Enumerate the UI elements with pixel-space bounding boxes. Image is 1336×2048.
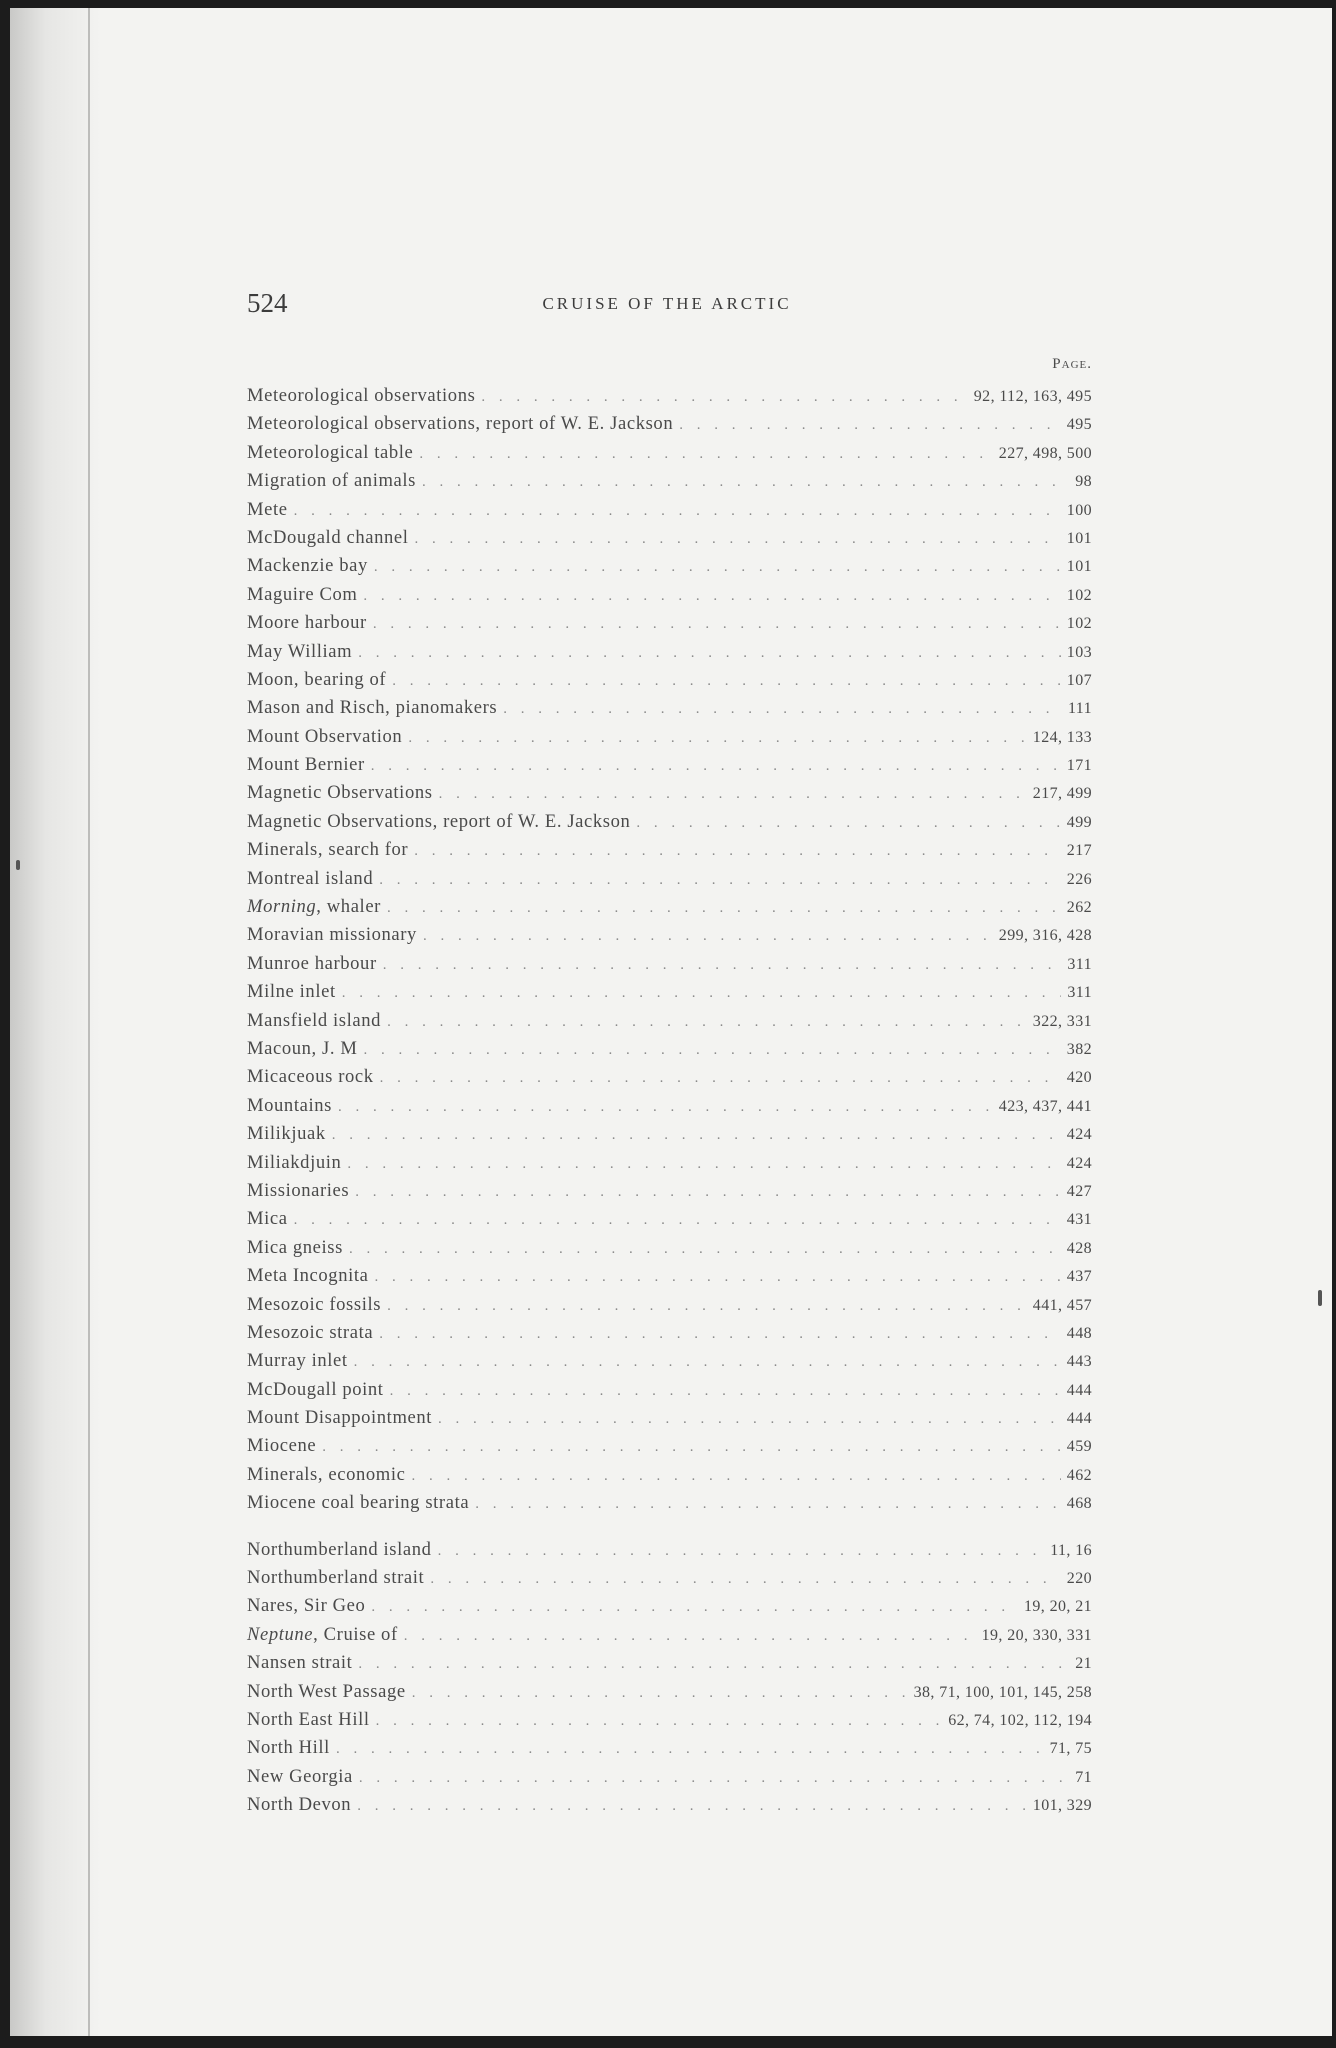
index-entry: [247, 836, 1092, 864]
index-term: [247, 1791, 351, 1819]
index-term: [247, 1461, 405, 1489]
index-term-text: , whaler: [316, 896, 381, 918]
index-entry: [247, 1234, 1092, 1262]
dot-leader: [294, 497, 1061, 525]
index-term: [247, 1291, 381, 1319]
index-pages: 322, 331: [1032, 1012, 1092, 1030]
index-pages: 443: [1066, 1353, 1092, 1371]
dot-leader: [438, 1537, 1045, 1565]
index-pages: 92, 112, 163, 495: [973, 388, 1092, 405]
dot-leader: [408, 724, 1026, 752]
index-entry: [247, 1649, 1092, 1677]
index-entry: [247, 865, 1092, 893]
index-entry: [247, 1376, 1092, 1404]
index-entry: [247, 1536, 1092, 1564]
index-term: [247, 1763, 353, 1791]
index-entry: [247, 1177, 1092, 1205]
index-entry: [247, 723, 1092, 751]
index-entry: [247, 1489, 1092, 1517]
index-pages: 11, 16: [1050, 1541, 1092, 1559]
index-pages: 226: [1066, 870, 1092, 888]
index-pages: 124, 133: [1032, 728, 1092, 746]
index-entry: [247, 1347, 1092, 1375]
page-header: [247, 288, 1087, 322]
index-term: [247, 1035, 358, 1063]
index-term-text: Moore harbour: [247, 612, 367, 634]
index-term: [247, 921, 417, 949]
index-term-text: Meteorological observations: [247, 385, 476, 406]
index-term-italic: Morning: [247, 896, 317, 918]
index-entry: [247, 950, 1092, 978]
dot-leader: [679, 411, 1061, 439]
index-term-text: , Cruise of: [313, 1623, 398, 1645]
index-term-text: Mansfield island: [247, 1009, 382, 1031]
index-term-text: McDougald channel: [247, 526, 409, 548]
dot-leader: [364, 1036, 1061, 1064]
dot-leader: [414, 837, 1061, 865]
index-term-text: New Georgia: [247, 1765, 353, 1787]
index-entry: [247, 1007, 1092, 1035]
index-term: [247, 666, 386, 694]
index-pages: 499: [1066, 813, 1092, 831]
index-term-text: Murray inlet: [247, 1350, 348, 1372]
index-term-text: Missionaries: [247, 1179, 350, 1201]
index-pages: 468: [1066, 1495, 1092, 1513]
binding-shadow: [10, 8, 100, 2036]
index-list: [247, 382, 1092, 1820]
index-term: [247, 1007, 381, 1035]
index-entry: [247, 1063, 1092, 1091]
index-term-text: Macoun, J. M: [247, 1037, 358, 1059]
page-fold: [88, 8, 90, 2036]
dot-leader: [322, 1433, 1061, 1461]
index-term-text: Miliakdjuin: [247, 1151, 342, 1173]
index-pages: 427: [1066, 1182, 1092, 1200]
index-pages: 62, 74, 102, 112, 194: [948, 1711, 1092, 1729]
index-pages: 437: [1066, 1268, 1092, 1286]
index-term-text: Mica gneiss: [247, 1236, 343, 1258]
index-term-text: North East Hill: [247, 1708, 370, 1730]
index-pages: 19, 20, 21: [1024, 1598, 1092, 1616]
dot-leader: [419, 440, 992, 468]
index-pages: 102: [1066, 615, 1092, 633]
index-entry: [247, 496, 1092, 524]
index-term-italic: Neptune: [247, 1623, 314, 1645]
dot-leader: [383, 951, 1062, 979]
dot-leader: [371, 752, 1061, 780]
index-term: [247, 893, 381, 921]
dot-leader: [423, 922, 993, 950]
page-column-heading: Page.: [1052, 356, 1092, 372]
index-term: [247, 1205, 288, 1233]
index-entry: [247, 581, 1092, 609]
index-term-text: Mount Bernier: [247, 754, 365, 776]
index-pages: 100: [1066, 501, 1092, 519]
index-pages: 101, 329: [1032, 1797, 1092, 1815]
dot-leader: [371, 1593, 1018, 1621]
index-term: [247, 1120, 326, 1148]
index-term-text: May William: [247, 640, 353, 662]
index-term-text: Mackenzie bay: [247, 555, 368, 577]
dot-leader: [392, 667, 1061, 695]
index-term-text: Miocene coal bearing strata: [247, 1492, 470, 1514]
index-term-text: North Devon: [247, 1794, 352, 1816]
dot-leader: [438, 1405, 1061, 1433]
index-term: [247, 723, 402, 751]
index-term-text: Nansen strait: [247, 1652, 353, 1674]
index-pages: 423, 437, 441: [998, 1097, 1092, 1115]
index-pages: 171: [1066, 757, 1092, 775]
index-term-text: Northumberland strait: [247, 1567, 425, 1589]
index-term: [247, 978, 336, 1006]
dot-leader: [376, 1707, 943, 1735]
dot-leader: [363, 582, 1060, 610]
index-term: [247, 638, 352, 666]
running-title: CRUISE OF THE ARCTIC: [542, 294, 792, 313]
dot-leader: [387, 1008, 1027, 1036]
index-pages: 227, 498, 500: [998, 444, 1092, 462]
dot-leader: [636, 809, 1060, 837]
index-term: [247, 1262, 368, 1290]
index-pages: 382: [1066, 1040, 1092, 1058]
index-term-text: Minerals, economic: [247, 1463, 406, 1485]
dot-leader: [390, 1377, 1061, 1405]
index-term: [247, 1149, 341, 1177]
index-entry: [247, 1205, 1092, 1233]
index-pages: 441, 457: [1032, 1296, 1092, 1314]
dot-leader: [374, 553, 1061, 581]
index-term-text: Mount Observation: [247, 725, 403, 747]
index-term: [247, 865, 373, 893]
index-entry: [247, 694, 1092, 722]
index-pages: 299, 316, 428: [998, 927, 1092, 945]
index-pages: 462: [1066, 1466, 1092, 1484]
index-pages: 103: [1066, 643, 1092, 661]
index-pages: 311: [1067, 984, 1092, 1002]
dot-leader: [359, 1764, 1069, 1792]
index-term-text: Magnetic Observations: [247, 782, 433, 804]
dot-leader: [439, 780, 1027, 808]
index-term: [247, 1489, 469, 1517]
index-term-text: Magnetic Observations, report of W. E. Jackson: [247, 810, 631, 832]
index-entry: [247, 666, 1092, 694]
index-pages: 444: [1066, 1410, 1092, 1428]
index-term: [247, 1564, 424, 1592]
dot-leader: [404, 1622, 976, 1650]
dot-leader: [347, 1150, 1060, 1178]
index-term-text: Meteorological observations, report of W. E. Jackson: [247, 413, 674, 435]
index-term: [247, 694, 497, 722]
index-term: [247, 1432, 316, 1460]
index-term: [247, 467, 416, 495]
index-entry: [247, 751, 1092, 779]
dot-leader: [412, 1679, 908, 1707]
index-term: [247, 779, 433, 807]
index-term-text: Milikjuak: [247, 1123, 326, 1145]
index-term-text: Mica: [247, 1208, 288, 1230]
dot-leader: [414, 525, 1060, 553]
index-entry: [247, 524, 1092, 552]
index-entry: [247, 1706, 1092, 1734]
dot-leader: [342, 979, 1062, 1007]
index-term: [247, 1319, 373, 1347]
index-pages: 71: [1075, 1768, 1092, 1786]
dot-leader: [336, 1735, 1044, 1763]
index-pages: 420: [1066, 1069, 1092, 1087]
dot-leader: [475, 1490, 1061, 1518]
index-pages: 101: [1066, 529, 1092, 547]
dot-leader: [387, 894, 1061, 922]
index-term-text: North Hill: [247, 1737, 330, 1759]
index-term: [247, 1678, 406, 1706]
index-term: [247, 1536, 432, 1564]
index-entry: [247, 1432, 1092, 1460]
dot-leader: [380, 1064, 1061, 1092]
index-pages: 217: [1066, 842, 1092, 860]
index-pages: 424: [1066, 1126, 1092, 1144]
index-term-text: North West Passage: [247, 1680, 406, 1702]
index-entry: [247, 1404, 1092, 1432]
index-entry: [247, 978, 1092, 1006]
index-entry: [247, 1678, 1092, 1706]
index-term-text: Mesozoic fossils: [247, 1293, 382, 1315]
index-pages: 495: [1066, 416, 1092, 434]
index-pages: 431: [1066, 1211, 1092, 1229]
index-term: [247, 410, 673, 438]
index-term: [247, 1404, 432, 1432]
dot-leader: [349, 1235, 1061, 1263]
dot-leader: [422, 468, 1069, 496]
dot-leader: [430, 1565, 1060, 1593]
index-term-text: Mete: [247, 498, 288, 520]
index-entry: [247, 1621, 1092, 1649]
index-term-text: Munroe harbour: [247, 952, 377, 974]
index-entry: [247, 1149, 1092, 1177]
index-entry: [247, 1734, 1092, 1762]
index-term: [247, 609, 367, 637]
index-term-text: Mountains: [247, 1094, 332, 1116]
index-term-text: Montreal island: [247, 867, 374, 889]
index-term-text: Nares, Sir Geo: [247, 1595, 366, 1617]
index-pages: 424: [1066, 1154, 1092, 1172]
index-term: [247, 1376, 384, 1404]
index-term: [247, 1347, 348, 1375]
index-term-text: Mount Disappointment: [247, 1407, 433, 1429]
index-pages: 98: [1075, 473, 1092, 491]
index-entry: [247, 808, 1092, 836]
index-term-text: Moon, bearing of: [247, 668, 387, 690]
index-entry: [247, 1791, 1092, 1819]
index-entry: [247, 439, 1092, 467]
index-term: [247, 1592, 365, 1620]
index-term-text: Northumberland island: [247, 1538, 432, 1560]
index-entry: [247, 1035, 1092, 1063]
index-term: [247, 751, 365, 779]
index-term: [247, 1649, 352, 1677]
index-pages: 102: [1066, 586, 1092, 604]
index-entry: [247, 1564, 1092, 1592]
index-term-text: Meta Incognita: [247, 1265, 369, 1287]
index-entry: [247, 1291, 1092, 1319]
index-pages: 459: [1066, 1438, 1092, 1456]
index-entry: [247, 1262, 1092, 1290]
dot-leader: [411, 1462, 1060, 1490]
dot-leader: [358, 639, 1061, 667]
index-term-text: Mason and Risch, pianomakers: [247, 697, 498, 719]
index-pages: 71, 75: [1049, 1740, 1092, 1758]
index-term-text: Milne inlet: [247, 981, 336, 1003]
scan-speck: [1318, 1290, 1322, 1306]
index-pages: 38, 71, 100, 101, 145, 258: [913, 1683, 1092, 1701]
index-entry: [247, 1461, 1092, 1489]
index-pages: 262: [1066, 899, 1092, 917]
index-pages: 101: [1066, 558, 1092, 576]
index-term: [247, 1734, 330, 1762]
dot-leader: [379, 866, 1061, 894]
scan-speck: [16, 860, 20, 870]
index-term: [247, 581, 357, 609]
dot-leader: [338, 1093, 993, 1121]
index-entry: [247, 1592, 1092, 1620]
index-term: [247, 552, 368, 580]
index-term: [247, 1177, 349, 1205]
index-term: [247, 1706, 370, 1734]
index-entry: [247, 779, 1092, 807]
index-entry: [247, 1120, 1092, 1148]
index-entry: [247, 1092, 1092, 1120]
index-term-text: Moravian missionary: [247, 924, 417, 946]
index-entry: [247, 1763, 1092, 1791]
index-term: [247, 1621, 398, 1649]
dot-leader: [379, 1320, 1061, 1348]
index-term: [247, 950, 377, 978]
index-pages: 21: [1075, 1655, 1092, 1673]
index-term: [247, 1234, 343, 1262]
index-term-text: Meteorological table: [247, 441, 414, 463]
index-term: [247, 496, 288, 524]
index-entry: [247, 410, 1092, 438]
dot-leader: [357, 1792, 1027, 1820]
index-pages: 217, 499: [1032, 785, 1092, 803]
index-pages: 428: [1066, 1239, 1092, 1257]
index-entry: [247, 638, 1092, 666]
index-entry: [247, 467, 1092, 495]
index-term-text: Miocene: [247, 1435, 317, 1457]
index-pages: 444: [1066, 1381, 1092, 1399]
index-term: [247, 1063, 374, 1091]
index-term-text: Maguire Com: [247, 583, 358, 605]
index-term-text: Minerals, search for: [247, 839, 409, 861]
index-pages: 311: [1067, 955, 1092, 973]
index-term-text: Micaceous rock: [247, 1066, 374, 1088]
index-term-text: McDougall point: [247, 1378, 384, 1400]
index-entry: [247, 609, 1092, 637]
dot-leader: [358, 1650, 1069, 1678]
index-term: [247, 439, 413, 467]
index-term: [247, 382, 475, 410]
dot-leader: [354, 1348, 1061, 1376]
index-entry: [247, 382, 1092, 410]
index-entry: [247, 921, 1092, 949]
index-pages: 448: [1066, 1324, 1092, 1342]
dot-leader: [332, 1121, 1061, 1149]
index-term: [247, 1092, 332, 1120]
index-entry: [247, 1319, 1092, 1347]
dot-leader: [294, 1206, 1061, 1234]
index-entry: [247, 893, 1092, 921]
index-pages: 220: [1066, 1570, 1092, 1588]
index-term-text: Migration of animals: [247, 470, 416, 492]
dot-leader: [373, 610, 1061, 638]
index-entry: [247, 552, 1092, 580]
dot-leader: [355, 1178, 1061, 1206]
index-pages: 107: [1066, 671, 1092, 689]
dot-leader: [481, 383, 967, 411]
index-term: [247, 836, 408, 864]
index-pages: 111: [1067, 700, 1092, 718]
dot-leader: [387, 1292, 1027, 1320]
index-pages: 19, 20, 330, 331: [981, 1626, 1092, 1644]
index-term: [247, 808, 630, 836]
index-term-text: Mesozoic strata: [247, 1321, 374, 1343]
index-term: [247, 524, 408, 552]
dot-leader: [374, 1263, 1060, 1291]
dot-leader: [503, 695, 1062, 723]
page-number: 524: [247, 288, 288, 318]
